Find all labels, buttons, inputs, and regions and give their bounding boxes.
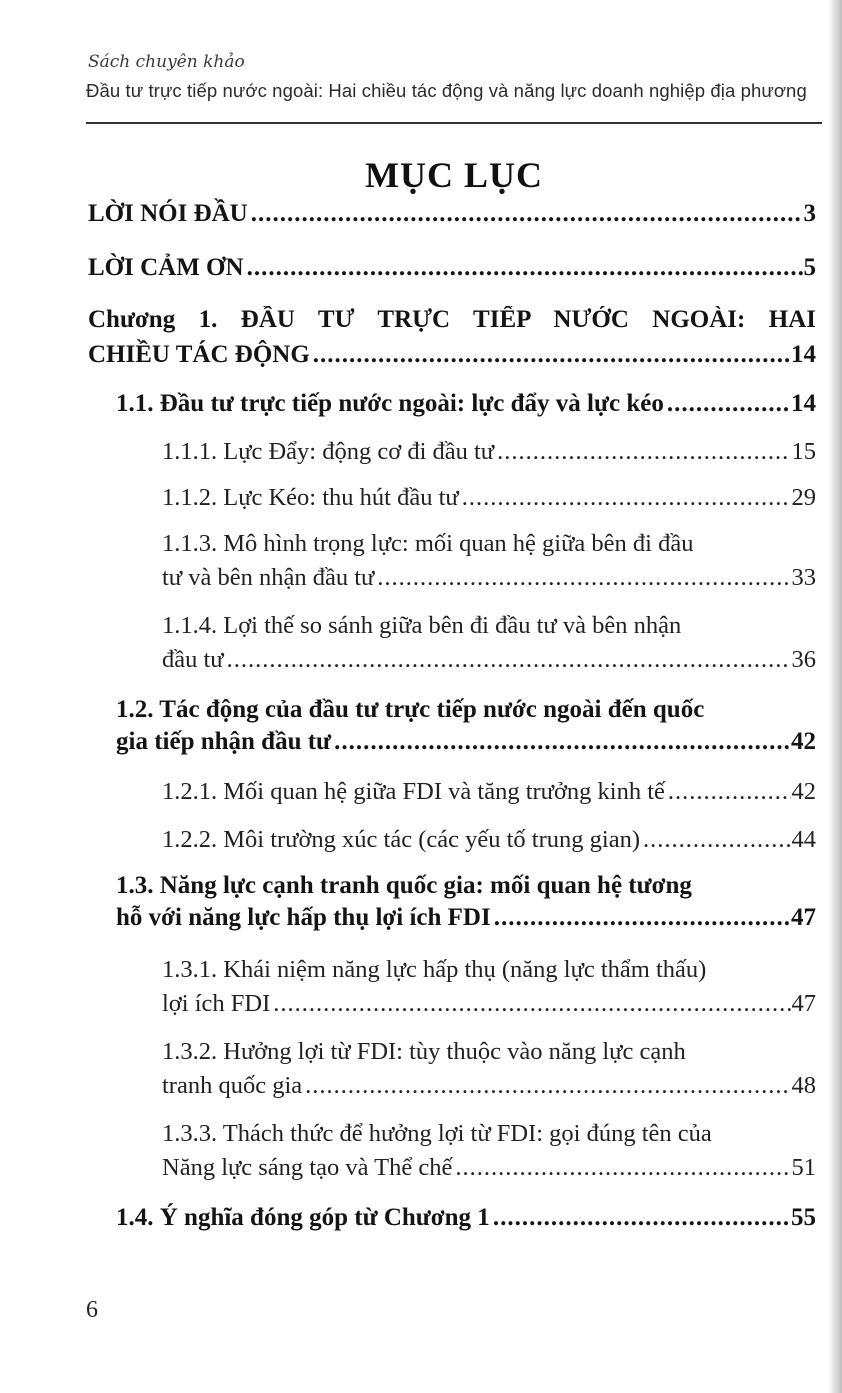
toc-entry[interactable] xyxy=(116,872,816,932)
toc-page-number: 33 xyxy=(791,564,816,591)
toc-page-number: 51 xyxy=(791,1154,816,1181)
toc-entry-text: 1.1.1. Lực Đẩy: động cơ đi đầu tư xyxy=(162,438,495,465)
toc-entry-first-line: 1.3.2. Hưởng lợi từ FDI: tùy thuộc vào năng lực cạnh xyxy=(162,1038,686,1065)
leader-dots xyxy=(251,200,803,228)
toc-entry-first-line: 1.3.3. Thách thức để hưởng lợi từ FDI: gọi đúng tên của xyxy=(162,1120,712,1147)
toc-entry[interactable] xyxy=(162,956,816,1018)
toc-page-number: 55 xyxy=(791,1204,816,1231)
toc-entry-text: đầu tư xyxy=(162,646,224,673)
toc-page-number: 48 xyxy=(791,1072,816,1099)
toc-entry-first-line: 1.1.4. Lợi thế so sánh giữa bên đi đầu tư và bên nhận xyxy=(162,612,682,639)
toc-page-number: 29 xyxy=(791,484,816,511)
toc-entry-text: tư và bên nhận đầu tư xyxy=(162,564,375,591)
toc-page-number: 36 xyxy=(791,646,816,673)
toc-entry[interactable] xyxy=(162,1038,816,1100)
toc-page-number: 15 xyxy=(791,438,816,465)
page-number: 6 xyxy=(86,1297,98,1323)
book-title: Đầu tư trực tiếp nước ngoài: Hai chiều tác động và năng lực doanh nghiệp địa phương xyxy=(86,80,807,101)
toc-entry-text: 1.1. Đầu tư trực tiếp nước ngoài: lực đẩy và lực kéo xyxy=(116,390,664,417)
toc-entry-first-line: 1.3.1. Khái niệm năng lực hấp thụ (năng lực thẩm thấu) xyxy=(162,956,707,983)
toc-entry[interactable] xyxy=(116,390,816,418)
toc-entry-text: 1.2.1. Mối quan hệ giữa FDI và tăng trưởng kinh tế xyxy=(162,778,665,805)
toc-entry-text: CHIỀU TÁC ĐỘNG xyxy=(88,341,310,368)
series-label: Sách chuyên khảo xyxy=(88,52,245,72)
leader-dots xyxy=(273,990,790,1018)
toc-entry-text: hỗ với năng lực hấp thụ lợi ích FDI xyxy=(116,904,491,931)
leader-dots xyxy=(227,646,791,674)
toc-entry-text: tranh quốc gia xyxy=(162,1072,303,1099)
toc-page-number: 42 xyxy=(791,778,816,805)
toc-entry[interactable] xyxy=(88,254,816,282)
toc-title: MỤC LỤC xyxy=(365,155,543,195)
toc-entry-first-line: 1.1.3. Mô hình trọng lực: mối quan hệ giữa bên đi đầu xyxy=(162,530,694,557)
leader-dots xyxy=(313,341,790,369)
toc-entry-text: gia tiếp nhận đầu tư xyxy=(116,728,332,755)
leader-dots xyxy=(493,1204,790,1232)
toc-page-number: 3 xyxy=(803,200,816,227)
leader-dots xyxy=(455,1154,790,1182)
toc-entry[interactable] xyxy=(162,826,816,854)
toc-page-number: 44 xyxy=(791,826,816,853)
toc-entry-text: 1.2.2. Môi trường xúc tác (các yếu tố trung gian) xyxy=(162,826,640,853)
leader-dots xyxy=(494,904,790,932)
toc-entry-text: LỜI NÓI ĐẦU xyxy=(88,200,248,227)
leader-dots xyxy=(462,484,791,512)
toc-entry-text: LỜI CẢM ƠN xyxy=(88,254,244,281)
toc-entry[interactable] xyxy=(162,612,816,674)
toc-entry[interactable] xyxy=(116,1204,816,1232)
leader-dots xyxy=(247,254,803,282)
leader-dots xyxy=(334,728,790,756)
leader-dots xyxy=(497,438,790,466)
toc-entry[interactable] xyxy=(88,306,816,369)
toc-entry-first-line: 1.2. Tác động của đầu tư trực tiếp nước ngoài đến quốc xyxy=(116,696,705,723)
toc-page-number: 42 xyxy=(791,728,816,755)
toc-entry-first-line: 1.3. Năng lực cạnh tranh quốc gia: mối quan hệ tương xyxy=(116,872,692,899)
toc-page-number: 47 xyxy=(791,990,816,1017)
toc-page-number: 14 xyxy=(791,390,816,417)
leader-dots xyxy=(305,1072,790,1100)
toc-entry[interactable] xyxy=(116,696,816,756)
header-rule xyxy=(86,122,822,124)
toc-entry[interactable] xyxy=(162,778,816,806)
toc-entry-text: Năng lực sáng tạo và Thể chế xyxy=(162,1154,453,1181)
toc-page-number: 47 xyxy=(791,904,816,931)
leader-dots xyxy=(668,778,791,806)
toc-page-number: 5 xyxy=(803,254,816,281)
toc-entry-first-line: Chương 1. ĐẦU TƯ TRỰC TIẾP NƯỚC NGOÀI: HAI xyxy=(88,306,816,333)
toc-entry-text: 1.4. Ý nghĩa đóng góp từ Chương 1 xyxy=(116,1204,490,1231)
toc-entry-text: 1.1.2. Lực Kéo: thu hút đầu tư xyxy=(162,484,459,511)
toc-entry-text: lợi ích FDI xyxy=(162,990,271,1017)
leader-dots xyxy=(667,390,790,418)
page-edge-shadow xyxy=(828,0,842,1393)
toc-page-number: 14 xyxy=(791,341,816,368)
toc-entry[interactable] xyxy=(162,438,816,466)
toc-entry[interactable] xyxy=(88,200,816,228)
toc-entry[interactable] xyxy=(162,484,816,512)
running-header xyxy=(86,52,822,102)
leader-dots xyxy=(377,564,790,592)
toc-entry[interactable] xyxy=(162,530,816,592)
toc-entry[interactable] xyxy=(162,1120,816,1182)
leader-dots xyxy=(643,826,791,854)
